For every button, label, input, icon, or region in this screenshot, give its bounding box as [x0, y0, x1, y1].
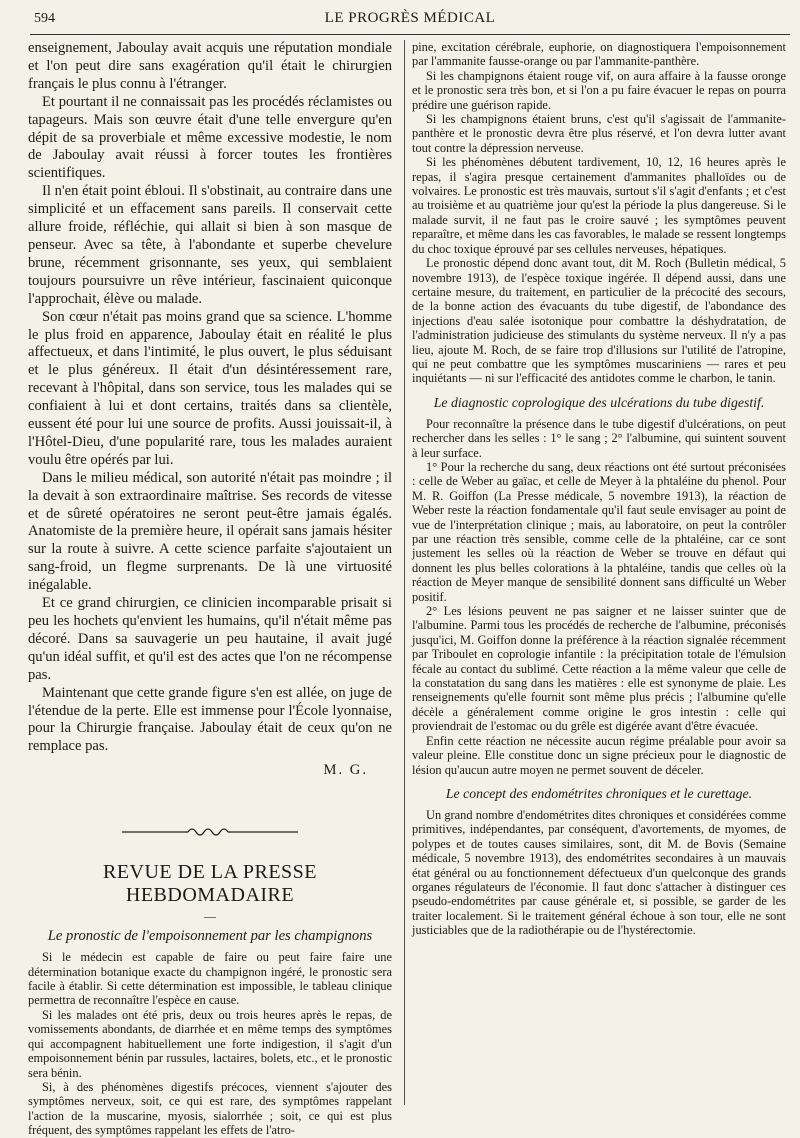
endometritis-section-title: Le concept des endométrites chroniques et le curettage. — [445, 785, 753, 801]
paragraph: pine, excitation cérébrale, euphorie, on diagnostiquera l'empoisonnement par l'ammanite fausse-orange ou par l'ammanite-panthère. — [412, 40, 786, 69]
paragraph: Si, à des phénomènes digestifs précoces, viennent s'ajouter des symptômes nerveux, soit, ce qui est rare, des symptômes rappelant l'action de la muscarine, myosis, sialorrhée ; soit, ce qui est plus fréquent, des symptômes rappelant les effets de l'atro- — [28, 1079, 392, 1138]
running-title: LE PROGRÈS MÉDICAL — [324, 10, 496, 26]
author-signature: M. G. — [323, 762, 368, 779]
paragraph: Si les malades ont été pris, deux ou trois heures après le repas, de vomissements abondants, de diarrhée et en même temps des symptômes qui accompagnent habituellement une forte indigestion, il s'agit d'un empoisonnement bénin par russules, lactaires, bolets, etc., et le pronostic sera bénin. — [28, 1007, 392, 1080]
paragraph: Son cœur n'était pas moins grand que sa science. L'homme le plus froid en apparence, Jaboulay était en réalité le plus affectueux, et dans l'intimité, le plus ouvert, le plus séduisant et le plus généreux. Il était d'un désintéressement rare, recevant à l'hôpital, dans son service, tous les malades qui se confiaient à lui et dont certains, traités dans sa clientèle, eussent été pour lui une source de profits. Aussi jouissait-il, à l'Hôtel-Dieu, d'une popularité rare, tous les malades auraient voulu être opérés par lui. — [28, 308, 392, 468]
mushroom-article-continued — [412, 40, 786, 386]
paragraph: Pour reconnaître la présence dans le tube digestif d'ulcérations, on peut rechercher dans les selles : 1° le sang ; 2° l'albumine, qui suintent souvent à leur surface. — [412, 416, 786, 460]
paragraph: Et pourtant il ne connaissait pas les procédés réclamistes ou tapageurs. Mais son œuvre était d'une telle envergure qu'en dépit de sa proverbiale et même excessive modestie, le nom de Jaboulay avait réussi à forcer toutes les frontières scientifiques. — [28, 93, 392, 182]
ornament-icon — [120, 825, 300, 839]
paragraph: 1° Pour la recherche du sang, deux réactions ont été surtout préconisées : celle de Weber au gaïac, et celle de Meyer à la phtaléine du phenol. Pour M. R. Goiffon (La Presse médicale, 5 novembre 1913), la réaction de Weber reste la réaction fondamentale qu'il faut seule envisager au point de vue de l'interprétation clinique ; mais, au laboratoire, on peut la contrôler par une réaction très sensible, comme celle de la phtaléine, car ce sont justement les selles où la réaction de Weber se trouve en défaut qui donnent les plus belles colorations à la phtaléine, tandis que celles où la réaction de Meyer manque de sensibilité donnent sans difficulté un Weber positif. — [412, 459, 786, 604]
paragraph: Un grand nombre d'endométrites dites chroniques et considérées comme primitives, indépendantes, par conséquent, d'avortements, de myomes, de polypes et de toutes causes similaires, sont, dit M. de Bovis (Semaine médicale, 5 novembre 1913), des endométrites secondaires à un mauvais état général ou au fonctionnement défectueux d'un quelconque des grands organes régulateurs de l'économie. Il faut donc s'attacher à distinguer ces pseudo-endométrites par cause générale et, si possible, se garder de les traiter localement. Si le traitement général échoue à son tour, elle ne sont justiciables que de la radiothérapie ou de l'hystérectomie. — [412, 807, 786, 938]
paragraph: Et ce grand chirurgien, ce clinicien incomparable prisait si peu les hochets qu'envient les humains, qu'il n'était même pas décoré. Dans sa sauvagerie un peu hautaine, il avait jugé qu'un idéal suffit, et qu'il est des actes que l'on ne récompense pas. — [28, 595, 392, 683]
left-column — [28, 40, 392, 1138]
coprology-article — [412, 417, 786, 777]
coprology-section-title: Le diagnostic coprologique des ulcérations du tube digestif. — [433, 394, 765, 410]
paragraph: 2° Les lésions peuvent ne pas saigner et ne laisser suinter que de l'albumine. Parmi tous les procédés de recherche de l'albumine, préconisés jusqu'ici, M. Goiffon donne la préférence à la réaction signalée récemment par Triboulet en coprologie infantile : la précipitation totale de l'émulsion fécale au contact du sublimé. Cette réaction a la même valeur que celle de la constatation du sang dans les matières : elle est synonyme de plaie. Les renseignements qu'elle fournit sont même plus précis ; l'albumine qu'elle décèle a généralement comme origine le gros intestin : celle qui proviendrait de l'estomac ou du grêle est digérée avant d'être évacuée. — [412, 604, 786, 734]
endometritis-article — [412, 808, 786, 938]
paragraph: enseignement, Jaboulay avait acquis une réputation mondiale et l'on peut dire sans exagération qu'il était le chirurgien français le plus connu à l'étranger. — [28, 40, 392, 92]
paragraph: Si le médecin est capable de faire ou peut faire faire une détermination botanique exacte du champignon ingéré, le pronostic sera facile à établir. Si cette détermination est impossible, le tableau clinique permettra de reconnaître l'espèce en cause. — [28, 950, 392, 1008]
mushroom-section-title: Le pronostic de l'empoisonnement par les champignons — [47, 928, 373, 945]
column-divider — [404, 40, 405, 1105]
heading-dash: — — [204, 909, 216, 924]
mushroom-article — [28, 950, 392, 1137]
page-header — [30, 8, 790, 35]
page-number: 594 — [34, 11, 55, 26]
obituary-article — [28, 40, 392, 779]
press-review-heading: REVUE DE LA PRESSE HEBDOMADAIRE — [102, 861, 318, 907]
paragraph: Si les champignons étaient rouge vif, on aura affaire à la fausse oronge et le pronostic sera très bon, et si l'on a pu faire évacuer le repas on pourra prédire une guérison rapide. — [412, 68, 786, 112]
ornament-divider — [28, 825, 392, 839]
right-column — [412, 40, 786, 1110]
paragraph: Dans le milieu médical, son autorité n'était pas moindre ; il la devait à son extraordinaire maîtrise. Ses records de vitesse et de sûreté opératoires ne seront peut-être jamais égalés. Anatomiste de la première heure, il opérait sans jamais hésiter sur la route à suivre. A cette science parfaite s'ajoutaient un sang-froid, un flegme surprenants. De là une virtuosité inégalable. — [28, 469, 392, 594]
paragraph: Si les phénomènes débutent tardivement, 10, 12, 16 heures après le repas, il s'agira presque certainement d'ammanites phalloïdes ou de volvaires. Le pronostic est très mauvais, surtout s'il s'agit d'enfants ; et c'est au troisième et au quatrième jour qu'est la période la plus dangereuse. Si le malade survit, il ne faut pas le croire sauvé ; les symptômes peuvent reparaître, et même dans les cas favorables, le malade se ressent longtemps du choc toxique éprouvé par ses cellules nerveuses, hépatiques. — [412, 155, 786, 256]
paragraph: Le pronostic dépend donc avant tout, dit M. Roch (Bulletin médical, 5 novembre 1913), de l'espèce toxique ingérée. Il dépend aussi, dans une certaine mesure, du traitement, en particulier de la précocité des secours, de la bonne action des évacuants du tube digestif, de l'abondance des injections d'eau salée isotonique pour combattre la déshydratation, de l'administration judicieuse des stimulants du système nerveux. Il n'y a pas lieu, ajoute M. Roch, de se faire trop d'illusions sur l'utilité de l'atropine, qui ne peut combattre que les symptômes muscariniens — rares et peu inquiétants — ni sur l'efficacité des antidotes comme le charbon, le tanin. — [412, 256, 786, 386]
paragraph: Il n'en était point ébloui. Il s'obstinait, au contraire dans une simplicité et un effacement sans pareils. Il conservait cette allure froide, réfléchie, qui allait si bien à son masque de penseur. Avec sa tête, à l'abondante et superbe chevelure brune, récemment grisonnante, ses yeux, qui semblaient toujours poursuivre un rêve intérieur, fascinaient quiconque l'approchait, élève ou malade. — [28, 183, 392, 307]
paragraph: Maintenant que cette grande figure s'en est allée, on juge de l'étendue de la perte. Elle est immense pour l'École lyonnaise, pour la Chirurgie française. Jaboulay était de ceux qu'on ne remplace pas. — [28, 684, 392, 755]
paragraph: Si les champignons étaient bruns, c'est qu'il s'agissait de l'ammanite-panthère et le pronostic devra être plus réservé, et l'on devra lutter avant tout contre la dépression nerveuse. — [412, 112, 786, 155]
paragraph: Enfin cette réaction ne nécessite aucun régime préalable pour avoir sa valeur pleine. Elle constitue donc un signe précieux pour le diagnostic de lésion qu'aucun autre moyen ne permet souvent de déceler. — [412, 733, 786, 777]
